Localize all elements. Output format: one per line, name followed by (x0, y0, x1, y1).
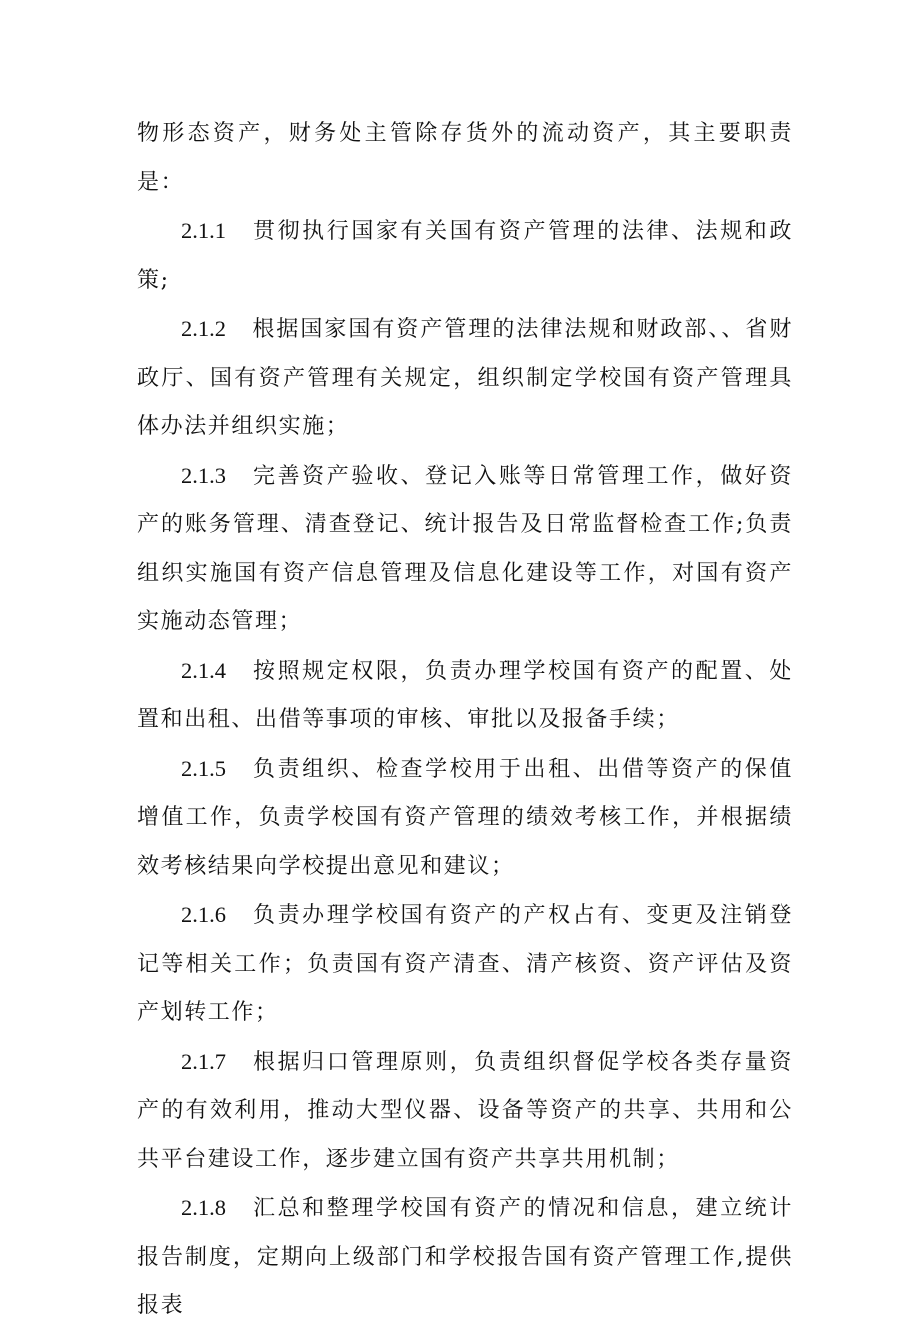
clause-text: 汇总和整理学校国有资产的情况和信息，建立统计报告制度，定期向上级部门和学校报告国有资产管理工作,提供报表 (137, 1196, 793, 1318)
clause-number: 2.1.3 (181, 462, 226, 488)
clause-text: 根据归口管理原则，负责组织督促学校各类存量资产的有效利用，推动大型仪器、设备等资产的共享、共用和公共平台建设工作，逐步建立国有资产共享共用机制； (137, 1049, 793, 1172)
document-page (137, 110, 793, 1331)
clause-number: 2.1.4 (181, 657, 226, 683)
clause-text: 负责办理学校国有资产的产权占有、变更及注销登记等相关工作；负责国有资产清查、清产核资、资产评估及资产划转工作； (137, 903, 793, 1025)
clause-2-1-6 (137, 891, 793, 1038)
clause-number: 2.1.2 (181, 316, 226, 341)
clause-number: 2.1.5 (181, 755, 226, 781)
clause-text: 按照规定权限，负责办理学校国有资产的配置、处置和出租、出借等事项的审核、审批以及报备手续； (137, 658, 793, 732)
clause-text: 负责组织、检查学校用于出租、出借等资产的保值增值工作，负责学校国有资产管理的绩效考核工作，并根据绩效考核结果向学校提出意见和建议； (137, 756, 793, 879)
clause-2-1-1 (137, 207, 793, 305)
clause-2-1-7 (137, 1038, 793, 1185)
clause-number: 2.1.8 (181, 1195, 226, 1220)
intro-paragraph (137, 110, 793, 207)
clause-2-1-4 (137, 647, 793, 745)
clause-text: 完善资产验收、登记入账等日常管理工作，做好资产的账务管理、清查登记、统计报告及日常监督检查工作;负责组织实施国有资产信息管理及信息化建设等工作，对国有资产实施动态管理； (137, 463, 793, 634)
clause-2-1-5 (137, 745, 793, 892)
clause-2-1-2 (137, 305, 793, 452)
clause-text: 根据国家国有资产管理的法律法规和财政部、、省财政厅、国有资产管理有关规定，组织制定学校国有资产管理具体办法并组织实施； (137, 317, 793, 439)
clause-text: 贯彻执行国家有关国有资产管理的法律、法规和政策; (137, 219, 793, 293)
clause-number: 2.1.6 (181, 902, 226, 927)
clause-2-1-3 (137, 452, 793, 647)
intro-text: 物形态资产，财务处主管除存货外的流动资产，其主要职责是： (137, 121, 793, 195)
clause-2-1-8 (137, 1184, 793, 1331)
clause-number: 2.1.1 (181, 218, 226, 243)
clause-number: 2.1.7 (181, 1048, 226, 1074)
